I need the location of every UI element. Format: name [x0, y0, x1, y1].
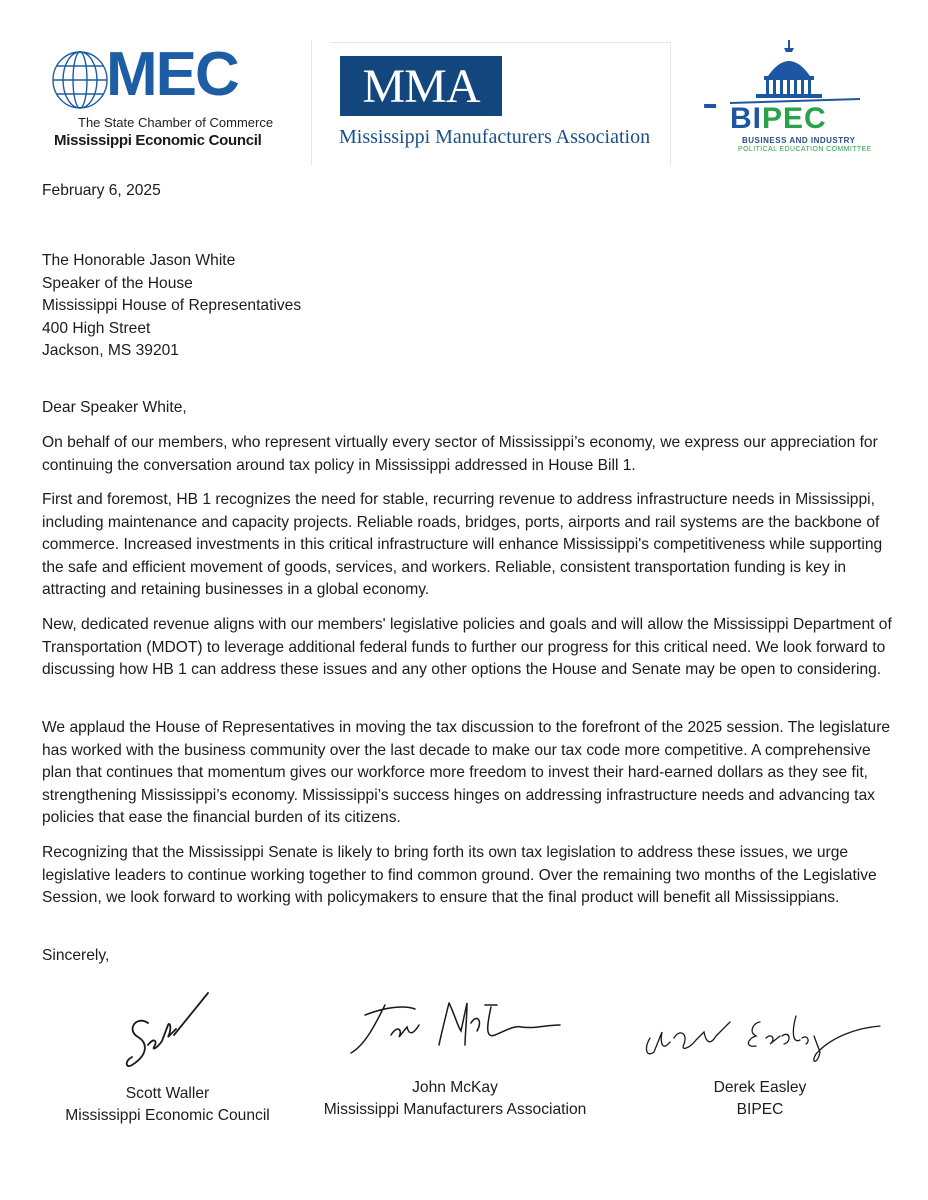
mma-name: Mississippi Manufacturers Association	[339, 126, 651, 148]
capitol-dome-icon	[700, 38, 870, 108]
mec-logo	[50, 40, 285, 150]
body-paragraph: New, dedicated revenue aligns with our members' legislative policies and goals and will allow the Mississippi Department of Transportation (MDOT) to leverage additional federal funds to further our progress for this critical need. We look forward to discussing how HB 1 can address these issues and any other options the House and Senate may be open to considering.	[42, 616, 892, 678]
signer-name: John McKay	[412, 1079, 498, 1096]
mma-wordmark: MMA	[340, 56, 502, 116]
bipec-wordmark-green: PEC	[762, 102, 827, 135]
body-paragraph: On behalf of our members, who represent virtually every sector of Mississippi’s economy, we express our appreciation for continuing the conversation around tax policy in Mississippi addressed in House Bill 1.	[42, 434, 878, 474]
salutation: Dear Speaker White,	[42, 399, 187, 416]
mec-wordmark: MEC	[106, 40, 238, 109]
body-paragraph: Recognizing that the Mississippi Senate is likely to bring forth its own tax legislation to address these issues, we urge legislative leaders to continue working together to find common ground. Over the remaining two months of the Legislative Session, we look forward to working with policymakers to ensure that the final product will benefit all Mississippians.	[42, 844, 877, 906]
signer-org: BIPEC	[736, 1101, 784, 1118]
signer-block	[40, 1083, 295, 1127]
recipient-line: 400 High Street	[42, 319, 151, 337]
bipec-logo	[700, 38, 870, 163]
globe-icon	[50, 50, 110, 114]
signature-scott-waller	[118, 985, 218, 1075]
closing: Sincerely,	[42, 947, 110, 964]
letterhead-divider	[311, 40, 312, 165]
letterhead	[0, 30, 928, 170]
recipient-line: Mississippi House of Representatives	[42, 297, 302, 314]
bipec-wordmark-blue: BI	[730, 102, 762, 135]
body-paragraph: We applaud the House of Representatives in moving the tax discussion to the forefront of the 2025 session. The legislature has worked with the business community over the last decade to make our tax code more competitive. A comprehensive plan that continues that momentum gives our workforce more freedom to invest their hard-earned dollars as they see fit, strengthening Mississippi’s economy. Mississippi’s success hinges on addressing infrastructure needs and advancing tax policies that ease the financial burden of its citizens.	[42, 719, 891, 826]
signer-block	[300, 1077, 610, 1121]
signature-john-mckay	[345, 995, 565, 1060]
recipient-line: Speaker of the House	[42, 274, 193, 292]
signer-org: Mississippi Economic Council	[65, 1107, 270, 1124]
body-paragraph: First and foremost, HB 1 recognizes the need for stable, recurring revenue to address infrastructure needs in Mississippi, including maintenance and capacity projects. Reliable roads, bridges, ports, airports and rail systems are the backbone of commerce. Increased investments in this critical infrastructure will enhance Mississippi's competitiveness while supporting the safe and efficient movement of goods, services, and workers. Reliable, consistent transportation funding is key in attracting and retaining businesses in a global economy.	[42, 491, 883, 598]
recipient-address	[42, 250, 892, 363]
signer-org: Mississippi Manufacturers Association	[323, 1101, 587, 1118]
bipec-subtitle-1: BUSINESS AND INDUSTRY	[742, 136, 856, 145]
signature-derek-easley	[640, 1008, 885, 1068]
signer-name: Scott Waller	[125, 1085, 210, 1102]
mec-tagline: The State Chamber of Commerce	[78, 115, 274, 130]
mec-name: Mississippi Economic Council	[54, 132, 262, 149]
recipient-line: The Honorable Jason White	[42, 252, 236, 269]
bipec-wordmark	[730, 104, 827, 134]
recipient-line: Jackson, MS 39201	[42, 342, 179, 359]
signer-name: Derek Easley	[713, 1079, 807, 1096]
bipec-subtitle-2: POLITICAL EDUCATION COMMITTEE	[738, 146, 872, 153]
letter-date: February 6, 2025	[42, 182, 161, 199]
signer-block	[655, 1077, 865, 1121]
